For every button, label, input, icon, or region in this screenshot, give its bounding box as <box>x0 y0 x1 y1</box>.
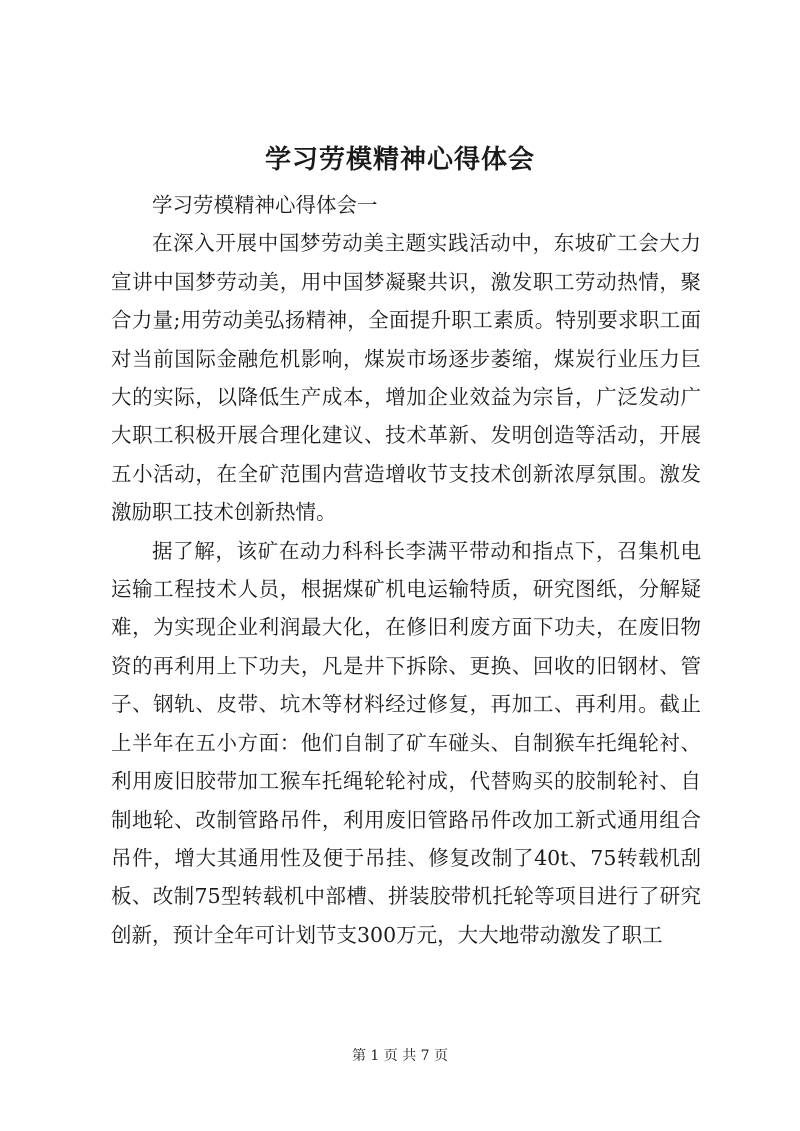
document-title: 学习劳模精神心得体会 <box>264 145 535 175</box>
document-body <box>111 186 701 954</box>
page-footer: 第 1 页 共 7 页 <box>351 1048 449 1064</box>
paragraph-2: 据了解，该矿在动力科科长李满平带动和指点下，召集机电运输工程技术人员，根据煤矿机电运输特质，研究图纸，分解疑难，为实现企业利润最大化，在修旧利废方面下功夫，在废旧物资的再利用上下功夫，凡是井下拆除、更换、回收的旧钢材、管子、钢轨、皮带、坑木等材料经过修复，再加工、再利用。截止上半年在五小方面：他们自制了矿车碰头、自制猴车托绳轮衬、利用废旧胶带加工猴车托绳轮轮衬成，代替购买的胶制轮衬、自制地轮、改制管路吊件，利用废旧管路吊件改加工新式通用组合吊件，增大其通用性及便于吊挂、修复改制了40t、75转载机刮板、改制75型转载机中部槽、拼装胶带机托轮等项目进行了研究创新，预计全年可计划节支300万元，大大地带动激发了职工 <box>111 538 701 947</box>
paragraph-1: 在深入开展中国梦劳动美主题实践活动中，东坡矿工会大力宣讲中国梦劳动美，用中国梦凝聚共识，激发职工劳动热情，聚合力量;用劳动美弘扬精神，全面提升职工素质。特别要求职工面对当前国际金融危机影响，煤炭市场逐步萎缩，煤炭行业压力巨大的实际，以降低生产成本，增加企业效益为宗旨，广泛发动广大职工积极开展合理化建议、技术革新、发明创造等活动，开展五小活动，在全矿范围内营造增收节支技术创新浓厚氛围。激发激励职工技术创新热情。 <box>111 231 701 525</box>
section-heading: 学习劳模精神心得体会一 <box>152 193 378 217</box>
